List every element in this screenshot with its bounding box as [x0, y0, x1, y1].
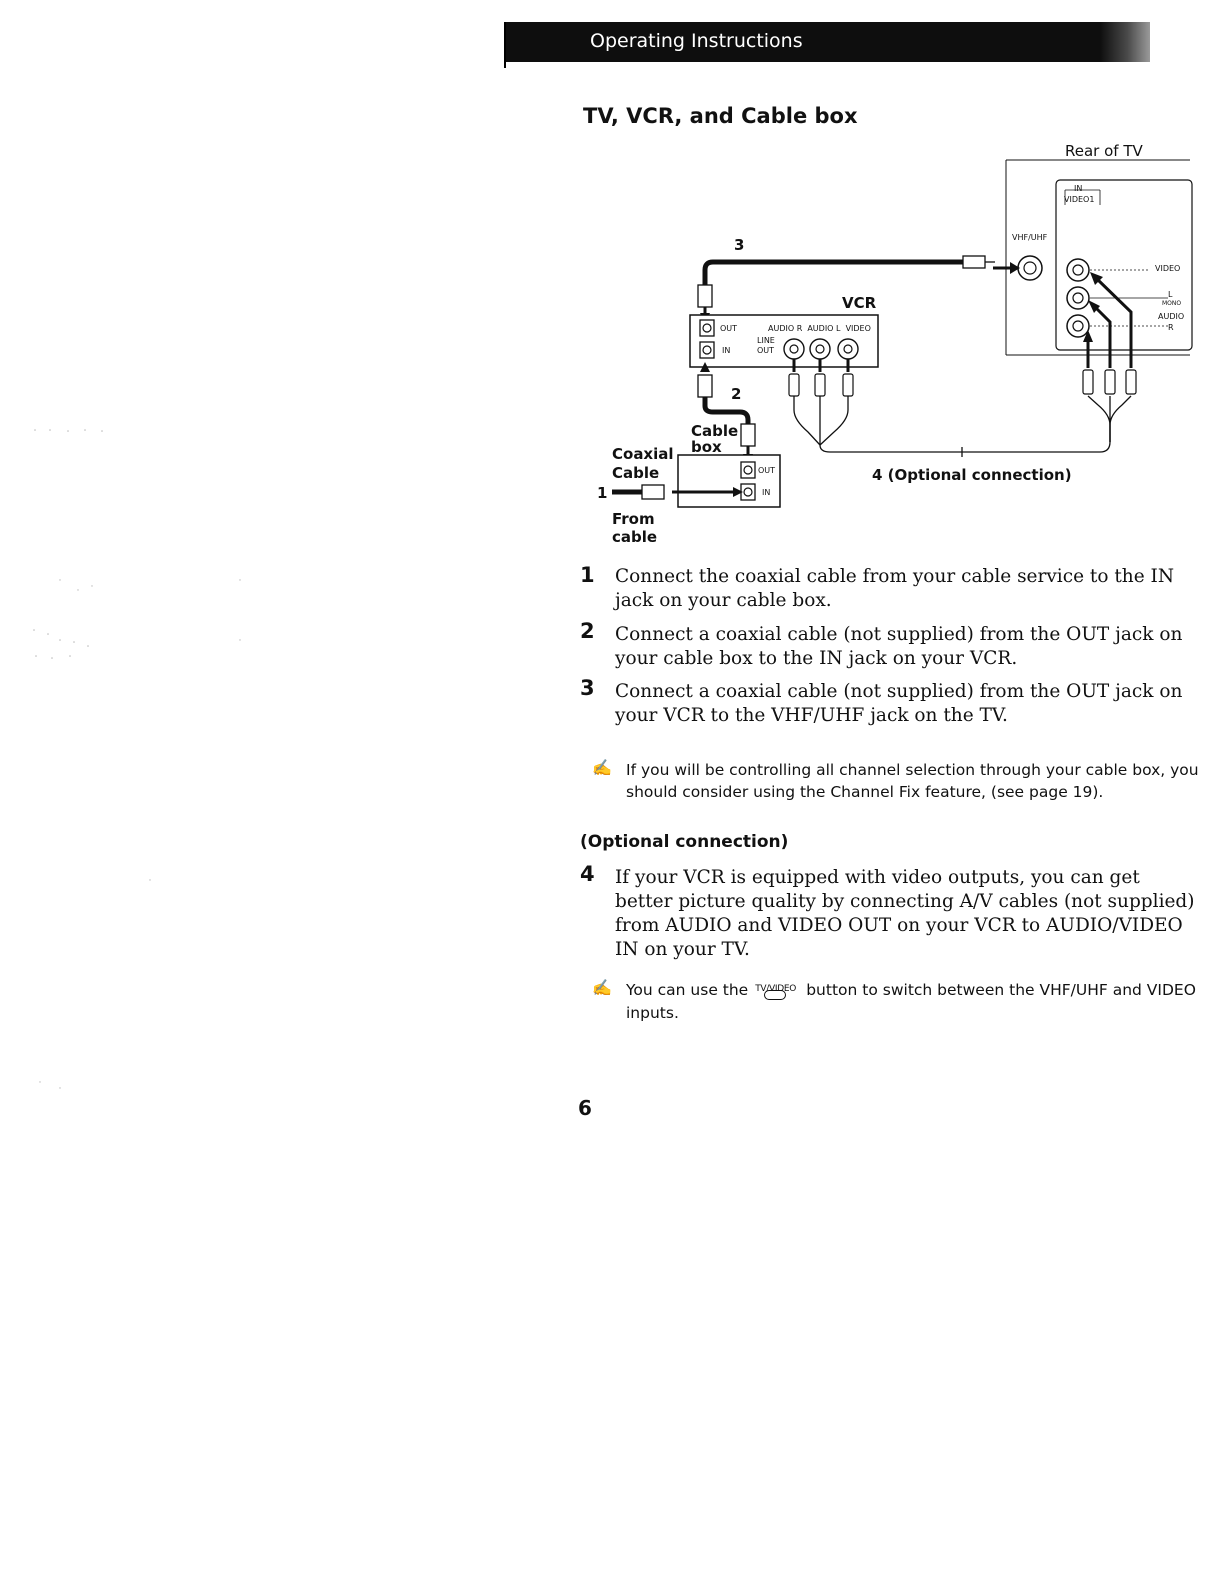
cable-box-in-label: IN [762, 488, 771, 497]
optional-connection-title: (Optional connection) [580, 832, 789, 852]
av-cables-tv [1083, 272, 1136, 442]
tv-video1-label: VIDEO1 [1064, 195, 1095, 204]
optional-connection-label: 4 (Optional connection) [872, 466, 1072, 484]
tv-video-button-icon [752, 980, 802, 1002]
tv-l-jack-label: L [1168, 290, 1173, 299]
note-2-text-before: You can use the [626, 981, 749, 999]
vcr-line-out-label: OUT [757, 346, 775, 355]
cable-box-label-line1: Cable [691, 422, 739, 440]
vcr-unit [690, 315, 878, 367]
vcr-in-label: IN [722, 346, 731, 355]
step-3-text: Connect a coaxial cable (not supplied) from the OUT jack on your VCR to the VHF/UHF jack on the TV. [615, 681, 1183, 726]
from-label: From [612, 510, 655, 528]
section-title: TV, VCR, and Cable box [583, 104, 858, 128]
vcr-line-label: LINE [757, 336, 775, 345]
tv-video-button-label: TV/VIDEO [755, 983, 797, 994]
coaxial-cable-label: Cable [612, 464, 660, 482]
header-title: Operating Instructions [590, 30, 803, 52]
step-2-number: 2 [580, 619, 595, 643]
note-2-text-after: button to switch between the VHF/UHF and VIDEO inputs. [626, 981, 1196, 1022]
cable-box-out-label: OUT [758, 466, 776, 475]
note-pencil-icon: ✍ [592, 978, 612, 997]
cable-source-label: cable [612, 528, 658, 546]
step-1-number: 1 [580, 563, 595, 587]
note-pencil-icon: ✍ [592, 758, 612, 777]
note-2-text [626, 979, 1206, 1024]
tv-audio-jack-label: AUDIO [1158, 312, 1185, 321]
av-cables-vcr [789, 359, 1110, 457]
vcr-label: VCR [842, 294, 877, 312]
cable-box-label-line2: box [691, 438, 722, 456]
tv-r-jack-label: R [1168, 323, 1174, 332]
callout-3: 3 [734, 236, 745, 254]
step-1-text: Connect the coaxial cable from your cable service to the IN jack on your cable box. [615, 566, 1175, 611]
coaxial-cable-3 [698, 256, 1020, 323]
rear-of-tv-label: Rear of TV [1065, 142, 1143, 160]
tv-video-jack-label: VIDEO [1155, 264, 1181, 273]
callout-1: 1 [597, 484, 608, 502]
tv-in-label: IN [1074, 184, 1083, 193]
step-4-number: 4 [580, 862, 595, 886]
cable-box-unit [678, 455, 780, 507]
step-4-text: If your VCR is equipped with video outputs, you can get better picture quality by connecting A/V cables (not supplied) from AUDIO and VIDEO OUT on your VCR to AUDIO/VIDEO IN on your TV. [615, 867, 1195, 960]
step-3-number: 3 [580, 676, 595, 700]
scan-specks [30, 420, 270, 1120]
coaxial-label: Coaxial [612, 445, 674, 463]
step-2-text: Connect a coaxial cable (not supplied) from the OUT jack on your cable box to the IN jack on your VCR. [615, 624, 1183, 669]
vcr-jacks-label: AUDIO R AUDIO L VIDEO [768, 324, 871, 333]
callout-2: 2 [731, 385, 742, 403]
vhf-uhf-label: VHF/UHF [1012, 233, 1048, 242]
note-1-text: If you will be controlling all channel selection through your cable box, you should consider using the Channel Fix feature, (see page 19). [626, 761, 1199, 801]
page-number: 6 [578, 1096, 592, 1120]
tv-mono-label: MONO [1162, 300, 1182, 307]
vhf-uhf-jack [1018, 256, 1042, 280]
vcr-out-label: OUT [720, 324, 738, 333]
